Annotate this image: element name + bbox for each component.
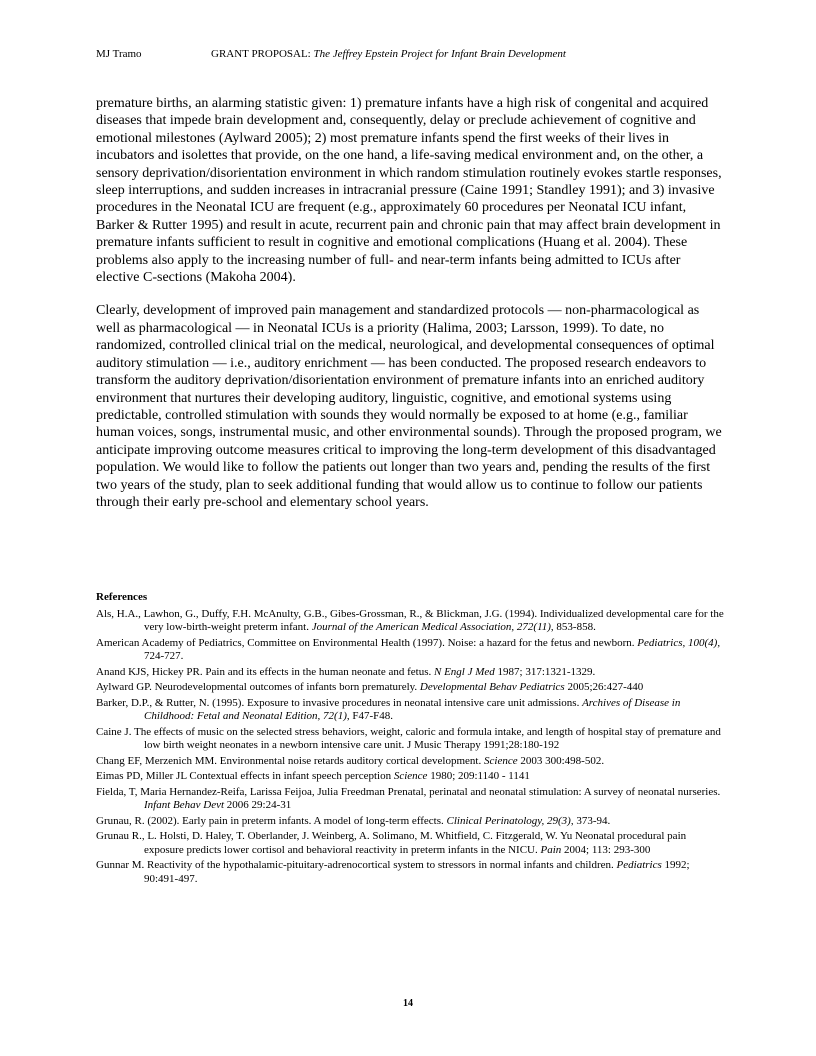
- body-text: [96, 95, 722, 527]
- reference-item: Anand KJS, Hickey PR. Pain and its effects in the human neonate and fetus. N Engl J Med 1987; 317:1321-1329.: [96, 665, 596, 678]
- reference-item: Caine J. The effects of music on the selected stress behaviors, weight, caloric and formula intake, and length of hospital stay of premature and low birth weight neonates in a newborn intensive care unit. J Music Therapy 1991;28:180-192: [96, 725, 721, 751]
- reference-item: Grunau, R. (2002). Early pain in preterm infants. A model of long-term effects. Clinical Perinatology, 29(3), 373-94.: [96, 814, 611, 827]
- header-title-prefix: GRANT PROPOSAL:: [211, 48, 314, 60]
- paragraph: premature births, an alarming statistic given: 1) premature infants have a high risk of congenital and acquired diseases that impede brain development and, consequently, delay or preclude achievement of cognitive and emotional milestones (Aylward 2005); 2) most premature infants spend the first weeks of their lives in incubators and isolettes that provide, on the one hand, a life-saving medical environment and, on the other, a sensory deprivation/disorientation environment in which random stimulation routinely evokes startle responses, sleep interruptions, and sudden increases in intracranial pressure (Caine 1991; Standley 1991); and 3) invasive procedures in the Neonatal ICU are frequent (e.g., approximately 60 procedures per Neonatal ICU infant, Barker & Rutter 1995) and result in acute, recurrent pain and chronic pain that may affect brain development in premature infants sufficient to result in cognitive and emotional complications (Huang et al. 2004). These problems also apply to the increasing number of full- and near-term infants being admitted to ICUs after elective C-sections (Makoha 2004).: [96, 96, 722, 286]
- reference-item: American Academy of Pediatrics, Committee on Environmental Health (1997). Noise: a hazard for the fetus and newborn. Pediatrics, 100(4), 724-727.: [96, 636, 721, 662]
- references-heading: References: [96, 591, 148, 603]
- page-number: 14: [403, 998, 413, 1009]
- reference-item: Gunnar M. Reactivity of the hypothalamic-pituitary-adrenocortical system to stressors in normal infants and children. Pediatrics 1992; 90:491-497.: [96, 859, 690, 885]
- reference-item: Aylward GP. Neurodevelopmental outcomes of infants born prematurely. Developmental Behav Pediatrics 2005;26:427-440: [96, 681, 644, 693]
- reference-item: Grunau R., L. Holsti, D. Haley, T. Oberlander, J. Weinberg, A. Solimano, M. Whitfield, C. Fitzgerald, W. Yu Neonatal procedural pain exposure predicts lower cortisol and behavioral reactivity in preterm infants in the NICU. Pain 2004; 113: 293-300: [96, 830, 687, 856]
- header-title-italic: The Jeffrey Epstein Project for Infant Brain Development: [313, 48, 566, 60]
- reference-item: Eimas PD, Miller JL Contextual effects in infant speech perception Science 1980; 209:1140 - 1141: [96, 770, 530, 782]
- paragraph: Clearly, development of improved pain management and standardized protocols — non-pharmacological as well as pharmacological — in Neonatal ICUs is a priority (Halima, 2003; Larsson, 1999). To date, no randomized, controlled clinical trial on the medical, neurological, and developmental consequences of optimal auditory stimulation — i.e., auditory enrichment — has been conducted. The proposed research endeavors to transform the auditory deprivation/disorientation environment of premature infants into an enriched auditory environment that nurtures their developing auditory, linguistic, cognitive, and emotional systems using predictable, controlled stimulation with sounds they would normally be exposed to at home (e.g., familiar human voices, songs, instrumental music, and other environmental sounds). Through the proposed program, we anticipate improving outcome measures critical to improving the long-term development of this disadvantaged population. We would like to follow the patients out longer than two years and, pending the results of the first two years of the study, plan to seek additional funding that would allow us to continue to follow our patients through their early pre-school and elementary school years.: [96, 303, 722, 510]
- reference-item: Als, H.A., Lawhon, G., Duffy, F.H. McAnulty, G.B., Gibes-Grossman, R., & Blickman, J.G. (1994). Individualized developmental care for the very low-birth-weight preterm infant. Journal of the American Medical Association, 272(11), 853-858.: [96, 607, 724, 633]
- reference-item: Chang EF, Merzenich MM. Environmental noise retards auditory cortical development. Science 2003 300:498-502.: [96, 754, 605, 767]
- reference-item: Barker, D.P., & Rutter, N. (1995). Exposure to invasive procedures in neonatal intensive care unit admissions. Archives of Disease in Childhood: Fetal and Neonatal Edition, 72(1), F47-F48.: [96, 696, 681, 722]
- reference-item: Fielda, T, Maria Hernandez-Reifa, Larissa Feijoa, Julia Freedman Prenatal, perinatal and neonatal stimulation: A survey of neonatal nurseries. Infant Behav Devt 2006 29:24-31: [96, 785, 721, 811]
- references-section: [96, 591, 724, 888]
- header-author: MJ Tramo: [96, 48, 142, 60]
- header-title: [211, 48, 566, 60]
